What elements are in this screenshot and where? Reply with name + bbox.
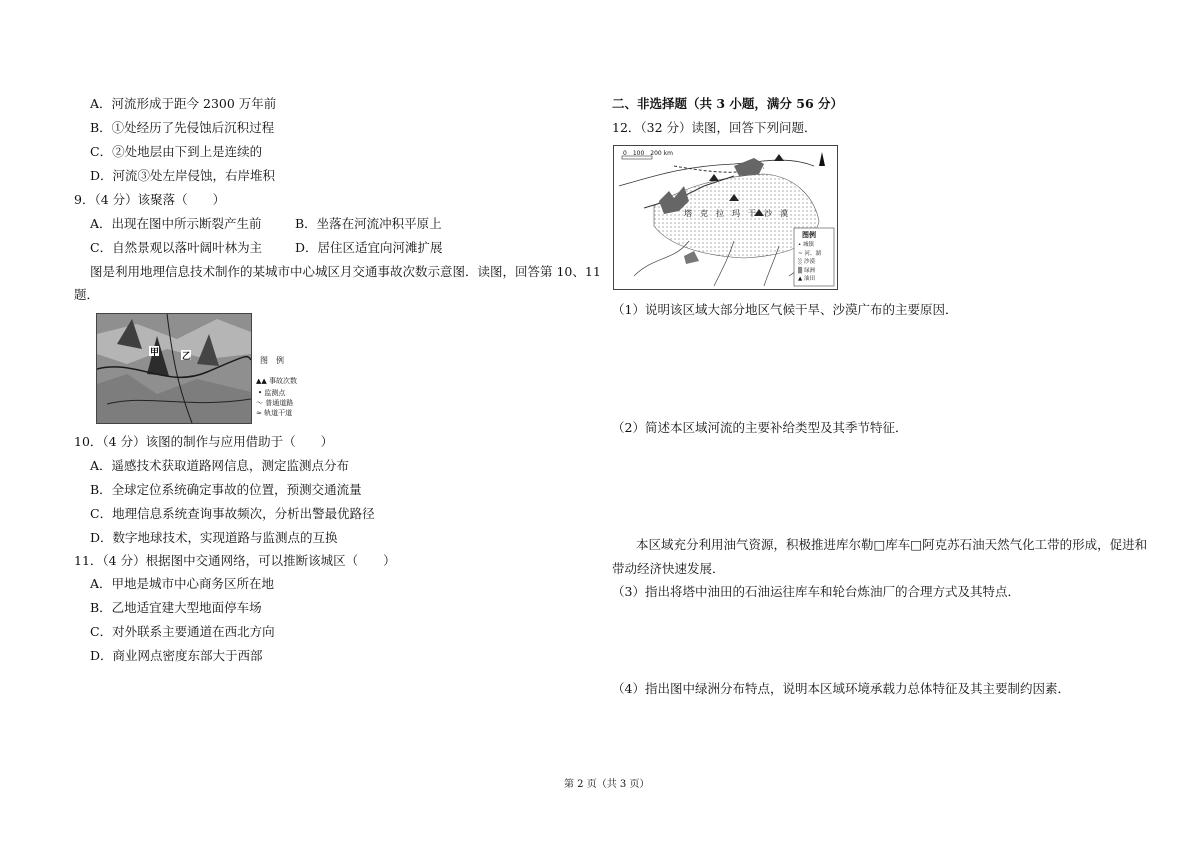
normal-road-legend: 〜 普通道路 [256, 399, 294, 407]
legend-town: • 城镇 [798, 242, 815, 248]
paragraph-line-2: 带动经济快速发展． [612, 561, 725, 576]
q9-option-a: A．出现在图中所示断裂产生前 [90, 216, 262, 231]
desert-label: 塔 克 拉 玛 干 沙 漠 [684, 209, 788, 218]
q8-option-d: D．河流③处左岸侵蚀，右岸堆积 [90, 168, 276, 183]
q12-stem: 12．（32 分）读图，回答下列问题． [612, 120, 817, 135]
intro-line-2: 题． [74, 287, 100, 302]
q10-stem: 10．（4 分）该图的制作与应用借助于（ ） [74, 434, 334, 449]
q9-option-d: D．居住区适宜向河滩扩展 [295, 240, 443, 255]
q11-option-a: A．甲地是城市中心商务区所在地 [90, 576, 275, 591]
legend-oasis-label: 绿洲 [803, 267, 815, 274]
q11-option-c: C．对外联系主要通道在西北方向 [90, 624, 275, 639]
label-jia: 甲 [150, 348, 160, 358]
legend-oilfield: ▲ 油田 [798, 276, 815, 282]
intro-line-1: 图是利用地理信息技术制作的某城市中心城区月交通事故次数示意图．读图，回答第 10、11 [90, 264, 601, 279]
q8-option-a: A．河流形成于距今 2300 万年前 [90, 96, 277, 111]
label-yi: 乙 [182, 352, 192, 362]
legend-oilfield-label: 油田 [803, 276, 815, 282]
trunk-road-legend-label: 轨道干道 [264, 409, 293, 417]
sub-question-4: （4）指出图中绿洲分布特点，说明本区域环境承载力总体特征及其主要制约因素． [612, 681, 1070, 696]
map-legend-items [798, 241, 821, 284]
legend-oasis: ▒ 绿洲 [798, 267, 815, 274]
traffic-map-figure [96, 313, 252, 424]
monitor-point-legend-label: 监测点 [264, 389, 286, 397]
q10-option-b: B．全球定位系统确定事故的位置，预测交通流量 [90, 482, 362, 497]
legend-river-lake-label: 河、湖 [804, 250, 821, 257]
legend-river-lake: ~ 河、湖 [798, 250, 821, 257]
trunk-road-legend: ≈ 轨道干道 [256, 409, 293, 417]
sub-question-1: （1）说明该区域大部分地区气候干旱、沙漠广布的主要原因． [612, 302, 958, 317]
sub-question-3: （3）指出将塔中油田的石油运往库车和轮台炼油厂的合理方式及其特点． [612, 584, 1020, 599]
q11-stem: 11．（4 分）根据图中交通网络，可以推断该城区（ ） [74, 553, 396, 568]
q10-option-c: C．地理信息系统查询事故频次，分析出警最优路径 [90, 506, 375, 521]
q10-option-d: D．数字地球技术，实现道路与监测点的互换 [90, 530, 338, 545]
sub-question-2: （2）简述本区域河流的主要补给类型及其季节特征． [612, 420, 908, 435]
legend-town-label: 城镇 [803, 242, 815, 248]
accident-count-legend: ▲▲ 事故次数 [256, 377, 297, 385]
map-scale-label: 0 100 200 km [623, 150, 673, 157]
q11-option-d: D．商业网点密度东部大于西部 [90, 648, 263, 663]
page-footer: 第 2 页（共 3 页） [564, 779, 650, 790]
q9-option-b: B．坐落在河流冲积平原上 [295, 216, 442, 231]
map-legend-title: 图例 [802, 230, 816, 239]
paragraph-line-1: 本区域充分利用油气资源，积极推进库尔勒□库车□阿克苏石油天然气化工带的形成，促进和 [636, 537, 1148, 552]
q10-option-a: A．遥感技术获取道路网信息，测定监测点分布 [90, 458, 350, 473]
accident-count-legend-label: 事故次数 [269, 377, 297, 385]
section-title: 二、非选择题（共 3 小题，满分 56 分） [612, 96, 844, 111]
legend-desert-label: 沙漠 [803, 259, 815, 265]
q9-option-c: C．自然景观以落叶阔叶林为主 [90, 240, 263, 255]
q11-option-b: B．乙地适宜建大型地面停车场 [90, 600, 262, 615]
normal-road-legend-label: 普通道路 [265, 399, 294, 407]
legend-desert: ░ 沙漠 [798, 259, 815, 265]
q8-option-b: B．①处经历了先侵蚀后沉积过程 [90, 120, 275, 135]
traffic-legend-title: 图 例 [260, 356, 284, 365]
monitor-point-legend: • 监测点 [258, 389, 286, 397]
q8-option-c: C．②处地层由下到上是连续的 [90, 144, 263, 159]
tarim-map-figure [613, 145, 838, 290]
traffic-map-svg [97, 314, 251, 423]
q9-stem: 9．（4 分）该聚落（ ） [74, 192, 226, 207]
